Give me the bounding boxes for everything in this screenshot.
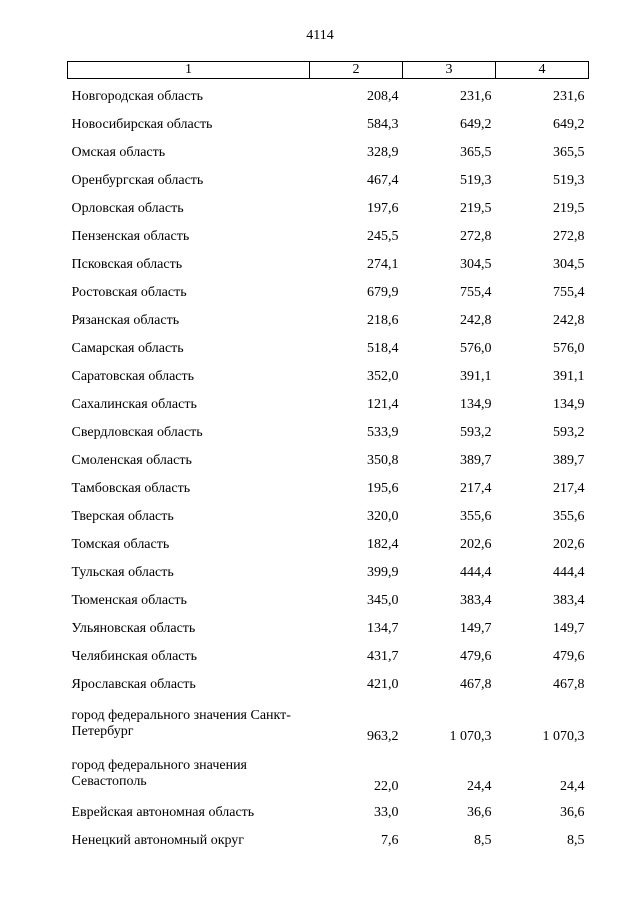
region-name: Тамбовская область bbox=[71, 481, 191, 496]
value-col-4: 593,2 bbox=[553, 425, 585, 440]
table-row bbox=[68, 139, 589, 167]
value-col-2: 208,4 bbox=[367, 89, 399, 104]
region-name: Рязанская область bbox=[71, 313, 180, 328]
value-col-2: 352,0 bbox=[367, 369, 399, 384]
value-col-3: 134,9 bbox=[460, 397, 492, 412]
table-row bbox=[68, 335, 589, 363]
value-col-4: 649,2 bbox=[553, 117, 585, 132]
value-col-3: 479,6 bbox=[460, 649, 492, 664]
value-col-2: 963,2 bbox=[367, 729, 399, 744]
value-col-4: 231,6 bbox=[553, 89, 585, 104]
table-row bbox=[68, 363, 589, 391]
value-col-4: 242,8 bbox=[553, 313, 585, 328]
value-col-2: 399,9 bbox=[367, 565, 399, 580]
region-name: Пензенская область bbox=[71, 229, 190, 244]
table-row bbox=[68, 559, 589, 587]
value-col-2: 350,8 bbox=[367, 453, 399, 468]
table-header-row bbox=[68, 62, 589, 79]
value-col-3: 593,2 bbox=[460, 425, 492, 440]
region-name: Сахалинская область bbox=[71, 397, 197, 412]
value-col-3: 391,1 bbox=[460, 369, 492, 384]
table-row bbox=[68, 827, 589, 855]
value-col-3: 272,8 bbox=[460, 229, 492, 244]
value-col-3: 365,5 bbox=[460, 145, 492, 160]
value-col-2: 431,7 bbox=[367, 649, 399, 664]
region-name: Тюменская область bbox=[71, 593, 187, 608]
table-row bbox=[68, 195, 589, 223]
value-col-2: 195,6 bbox=[367, 481, 399, 496]
value-col-2: 345,0 bbox=[367, 593, 399, 608]
region-name: город федерального значения Севастополь bbox=[71, 758, 247, 789]
value-col-3: 383,4 bbox=[460, 593, 492, 608]
region-name: Самарская область bbox=[71, 341, 184, 356]
region-name: Ульяновская область bbox=[71, 621, 196, 636]
value-col-4: 219,5 bbox=[553, 201, 585, 216]
value-col-3: 242,8 bbox=[460, 313, 492, 328]
column-header-1: 1 bbox=[68, 62, 310, 79]
region-name: Новгородская область bbox=[71, 89, 203, 104]
table-row bbox=[68, 419, 589, 447]
value-col-4: 149,7 bbox=[553, 621, 585, 636]
value-col-3: 219,5 bbox=[460, 201, 492, 216]
value-col-3: 217,4 bbox=[460, 481, 492, 496]
table-row bbox=[68, 111, 589, 139]
value-col-2: 134,7 bbox=[367, 621, 399, 636]
table-row bbox=[68, 447, 589, 475]
region-name: Орловская область bbox=[71, 201, 184, 216]
region-name: Псковская область bbox=[71, 257, 183, 272]
value-col-4: 467,8 bbox=[553, 677, 585, 692]
table-row bbox=[68, 279, 589, 307]
value-col-3: 355,6 bbox=[460, 509, 492, 524]
value-col-3: 389,7 bbox=[460, 453, 492, 468]
value-col-4: 365,5 bbox=[553, 145, 585, 160]
table-row bbox=[68, 167, 589, 195]
value-col-3: 576,0 bbox=[460, 341, 492, 356]
table-row bbox=[68, 531, 589, 559]
value-col-2: 328,9 bbox=[367, 145, 399, 160]
region-name: Свердловская область bbox=[71, 425, 203, 440]
value-col-3: 467,8 bbox=[460, 677, 492, 692]
region-name: Омская область bbox=[71, 145, 166, 160]
value-col-4: 8,5 bbox=[567, 833, 585, 848]
table-row bbox=[68, 251, 589, 279]
value-col-3: 36,6 bbox=[467, 805, 492, 820]
column-header-2: 2 bbox=[310, 62, 403, 79]
region-name: Саратовская область bbox=[71, 369, 195, 384]
value-col-3: 8,5 bbox=[474, 833, 492, 848]
value-col-2: 467,4 bbox=[367, 173, 399, 188]
table-row bbox=[68, 475, 589, 503]
value-col-2: 197,6 bbox=[367, 201, 399, 216]
region-name: Еврейская автономная область bbox=[71, 805, 255, 820]
value-col-4: 1 070,3 bbox=[542, 729, 585, 744]
table-row bbox=[68, 671, 589, 699]
value-col-3: 649,2 bbox=[460, 117, 492, 132]
value-col-2: 421,0 bbox=[367, 677, 399, 692]
value-col-2: 218,6 bbox=[367, 313, 399, 328]
page-number: 4114 bbox=[306, 28, 334, 43]
value-col-2: 518,4 bbox=[367, 341, 399, 356]
table-row bbox=[68, 699, 589, 749]
value-col-3: 149,7 bbox=[460, 621, 492, 636]
value-col-2: 533,9 bbox=[367, 425, 399, 440]
table-row bbox=[68, 391, 589, 419]
region-name: Челябинская область bbox=[71, 649, 197, 664]
region-name: Ярославская область bbox=[71, 677, 196, 692]
value-col-4: 391,1 bbox=[553, 369, 585, 384]
table-row bbox=[68, 503, 589, 531]
value-col-2: 584,3 bbox=[367, 117, 399, 132]
region-name: Смоленская область bbox=[71, 453, 192, 468]
region-name: Тверская область bbox=[71, 509, 174, 524]
value-col-2: 679,9 bbox=[367, 285, 399, 300]
value-col-4: 755,4 bbox=[553, 285, 585, 300]
value-col-4: 383,4 bbox=[553, 593, 585, 608]
value-col-4: 355,6 bbox=[553, 509, 585, 524]
value-col-2: 274,1 bbox=[367, 257, 399, 272]
table-row bbox=[68, 749, 589, 799]
value-col-3: 444,4 bbox=[460, 565, 492, 580]
value-col-2: 245,5 bbox=[367, 229, 399, 244]
table-row bbox=[68, 307, 589, 335]
table-row bbox=[68, 615, 589, 643]
region-name: Тульская область bbox=[71, 565, 174, 580]
value-col-4: 519,3 bbox=[553, 173, 585, 188]
value-col-2: 7,6 bbox=[381, 833, 399, 848]
value-col-2: 320,0 bbox=[367, 509, 399, 524]
value-col-3: 755,4 bbox=[460, 285, 492, 300]
value-col-2: 121,4 bbox=[367, 397, 399, 412]
table-row bbox=[68, 587, 589, 615]
data-table-container bbox=[67, 61, 588, 855]
value-col-4: 36,6 bbox=[560, 805, 585, 820]
value-col-2: 33,0 bbox=[374, 805, 399, 820]
value-col-3: 24,4 bbox=[467, 779, 492, 794]
column-header-4: 4 bbox=[496, 62, 589, 79]
value-col-4: 444,4 bbox=[553, 565, 585, 580]
table-row bbox=[68, 799, 589, 827]
value-col-3: 231,6 bbox=[460, 89, 492, 104]
value-col-4: 576,0 bbox=[553, 341, 585, 356]
value-col-4: 479,6 bbox=[553, 649, 585, 664]
table-row bbox=[68, 643, 589, 671]
value-col-3: 202,6 bbox=[460, 537, 492, 552]
value-col-3: 304,5 bbox=[460, 257, 492, 272]
data-table bbox=[67, 61, 589, 855]
value-col-4: 304,5 bbox=[553, 257, 585, 272]
region-name: Томская область bbox=[71, 537, 170, 552]
value-col-3: 519,3 bbox=[460, 173, 492, 188]
value-col-4: 272,8 bbox=[553, 229, 585, 244]
value-col-4: 24,4 bbox=[560, 779, 585, 794]
value-col-2: 22,0 bbox=[374, 779, 399, 794]
value-col-4: 389,7 bbox=[553, 453, 585, 468]
region-name: Оренбургская область bbox=[71, 173, 204, 188]
table-row bbox=[68, 79, 589, 112]
value-col-3: 1 070,3 bbox=[449, 729, 492, 744]
column-header-3: 3 bbox=[403, 62, 496, 79]
value-col-2: 182,4 bbox=[367, 537, 399, 552]
value-col-4: 202,6 bbox=[553, 537, 585, 552]
region-name: Новосибирская область bbox=[71, 117, 213, 132]
region-name: Ненецкий автономный округ bbox=[71, 833, 245, 848]
region-name: Ростовская область bbox=[71, 285, 187, 300]
region-name: город федерального значения Санкт-Петербург bbox=[71, 708, 291, 739]
table-row bbox=[68, 223, 589, 251]
value-col-4: 217,4 bbox=[553, 481, 585, 496]
value-col-4: 134,9 bbox=[553, 397, 585, 412]
